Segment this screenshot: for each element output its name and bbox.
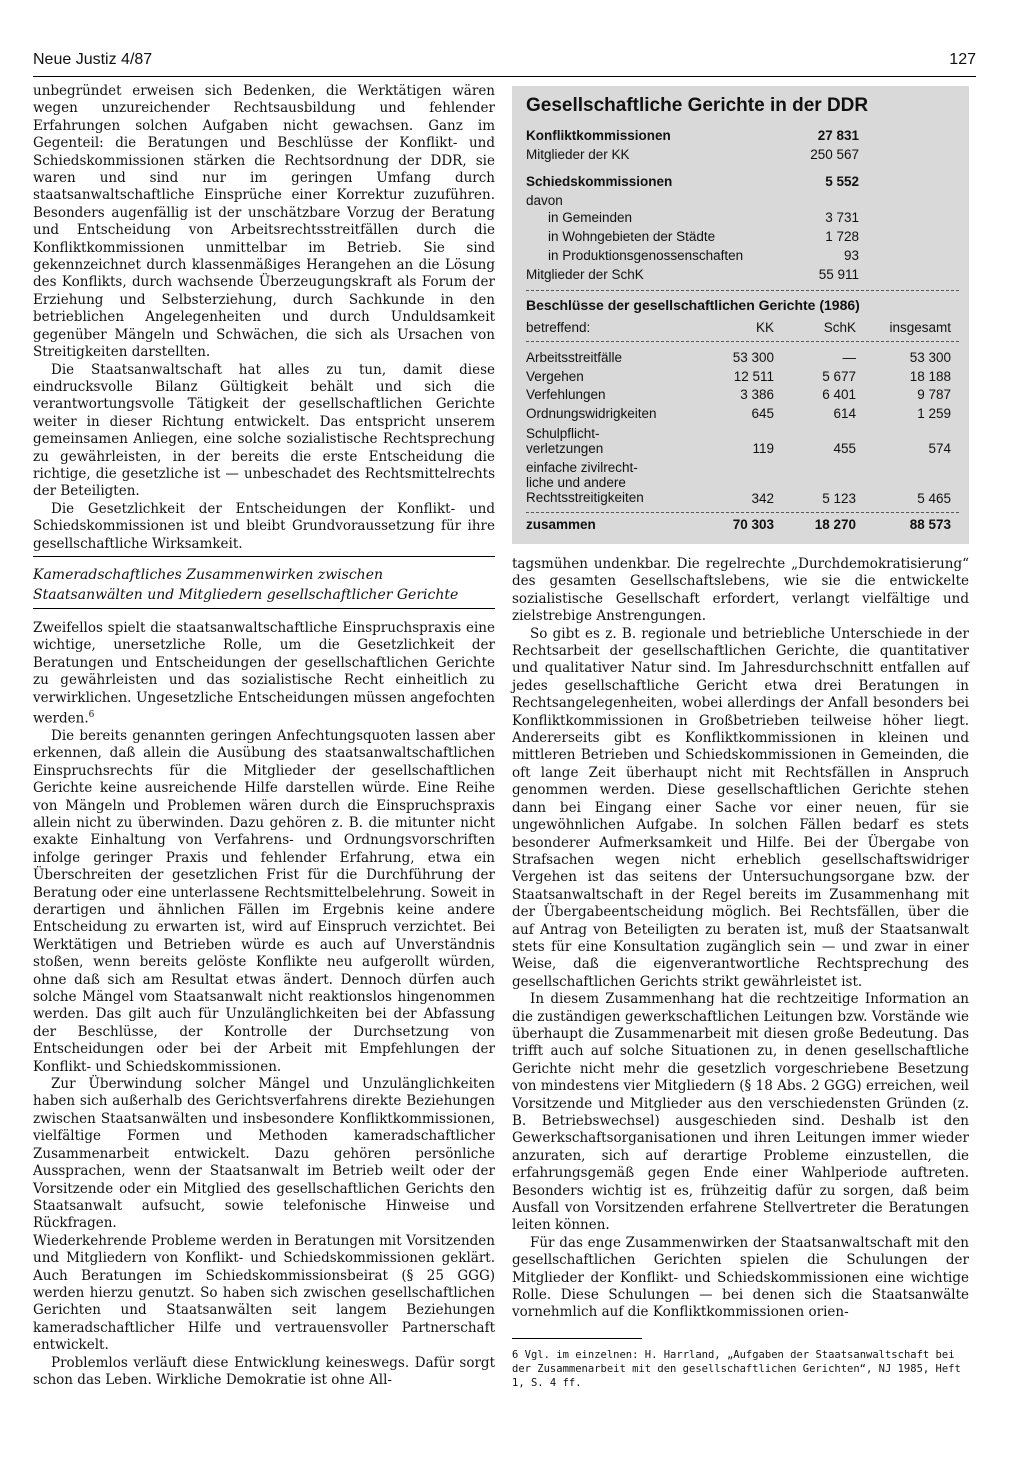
table-title: Gesellschaftliche Gerichte in der DDR [526,95,869,116]
column-header: SchK [823,320,856,335]
row-label: Ordnungswidrigkeiten [526,406,657,421]
kk-value: 3 386 [740,387,774,402]
paragraph [33,620,495,728]
table-divider [526,341,959,342]
row-label: Schulpflicht- verletzungen [526,426,604,456]
row-value: 27 831 [817,128,859,143]
row-label: in Produktionsgenossenschaften [548,248,744,263]
paragraph-text: Zweifellos spielt die staatsanwaltschaftliche Einspruchspraxis eine wichtige, unersetzliche Rolle, um die Gesetzlichkeit der Beratungen und Entscheidungen der gesellschaftlichen Gerichte zu gewährleisten und das sozialistische Recht einheitlich zu verwirklichen. Ungesetzliche Entscheidungen müssen angefochten werden. [33,620,495,727]
schk-value: 455 [833,441,856,456]
schk-value: 614 [833,406,856,421]
section-heading: Kameradschaftliches Zusammenwirken zwischen Staatsanwälten und Mitgliedern gesellschaftlicher Gerichte [33,567,459,603]
kk-value: 53 300 [732,350,774,365]
row-label: Verfehlungen [526,387,606,402]
column-header: betreffend: [526,320,591,335]
row-value: 93 [843,248,859,263]
row-value: 1 728 [825,229,859,244]
paragraph: Die bereits genannten geringen Anfechtungsquoten lassen aber erkennen, daß allein die Ausübung des staatsanwaltschaftlichen Einspruchsrechts für die Mitglieder der gesellschaftlichen Gerichte keine ausreichende Hilfe darstellen würde. Eine Reihe von Mängeln und Problemen wären durch die Einspruchspraxis allein nicht zu überwinden. Dazu gehören z. B. die mitunter nicht exakte Einhaltung von Verfahrens- und Ordnungsvorschriften infolge geringer Praxis und fehlender Erfahrung, etwa ein Überschreiten der gesetzlichen Frist für die Durchführung der Beratung oder eine unterlassene Rechtsmittelbelehrung. Soweit in derartigen und ähnlichen Fällen im Ergebnis keine andere Entscheidung zu erwarten ist, wird auf Einspruch verzichtet. Bei Werktätigen und Betrieben würde es auch auf Unverständnis stoßen, wenn bereits gelöste Konflikte neu aufgerollt würden, ohne daß sich am Resultat etwas ändert. Dennoch dürfen auch solche Mängel vom Staatsanwalt nicht reaktionslos hingenommen werden. Das gilt auch für Unzulänglichkeiten bei der Abfassung der Beschlüsse, der Kontrolle der Durchsetzung von Entscheidungen oder bei der Arbeit mit Empfehlungen der Konflikt- und Schiedskommissionen. [33,727,495,1075]
table-row [526,267,959,286]
row-label: Mitglieder der SchK [526,267,644,282]
decisions-title-text: Beschlüsse der gesellschaftlichen Gerichte (1986) [526,297,860,313]
row-value: 55 911 [818,267,859,282]
row-label: Konfliktkommissionen [526,128,671,143]
kk-value: 342 [751,491,774,506]
kk-value: 645 [751,406,774,421]
journal-title: Neue Justiz 4/87 [33,51,153,68]
table-row [526,229,959,248]
page-header [33,44,976,77]
row-label: einfache zivilrecht- liche und andere Rechtsstreitigkeiten [526,460,644,505]
schk-value: 6 401 [822,387,856,402]
footnote-number: 6 [512,1349,519,1361]
schk-value: — [842,350,856,365]
table-divider [526,512,959,513]
table-divider [526,290,959,291]
total-value: 1 259 [917,406,951,421]
table-row [526,248,959,267]
row-label: davon [526,193,563,208]
row-label: in Wohngebieten der Städte [548,229,716,244]
total-value: 574 [928,441,951,456]
total-value: 53 300 [909,350,951,365]
kk-value: 70 303 [732,517,774,532]
column-header: insgesamt [889,320,951,335]
paragraph: unbegründet erweisen sich Bedenken, die Werktätigen wären wegen unzureichender Rechtsausbildung und fehlender Erfahrungen solchen Aufgaben nicht gewachsen. Ganz im Gegenteil: die Beratungen und Beschlüsse der Konflikt- und Schiedskommissionen stärken die Rechtsordnung der DDR, sie waren und sind nur im geringen Umfang durch staatsanwaltschaftliche Einsprüche einer Korrektur zuzuführen. Besonders augenfällig ist der unschätzbare Vorzug der Beratung und Entscheidung von Arbeitsrechtsstreitfällen durch die Konfliktkommissionen unmittelbar im Betrieb. Sie sind gekennzeichnet durch klassenmäßiges Herangehen an die Lösung des Konflikts, durch wachsende Überzeugungskraft als Forum der Erziehung und Selbsterziehung, durch Sachkunde in den betrieblichen Angelegenheiten und durch Unduldsamkeit gegenüber Mängeln und Schwächen, die sich als Ursachen von Streitigkeiten darstellten. [33,83,495,361]
paragraph: Wiederkehrende Probleme werden in Beratungen mit Vorsitzenden und Mitgliedern von Konflikt- und Schiedskommissionen geklärt. Auch Beratungen im Schiedskommissionsbeirat (§ 25 GGG) werden hierzu genutzt. So haben sich zwischen gesellschaftlichen Gerichten und Staatsanwälten seit langem Beziehungen kameradschaftlicher Hilfe und vertrauensvoller Partnerschaft entwickelt. [33,1232,495,1354]
statistics-table [512,86,969,544]
table-row [526,147,959,166]
paragraph: Für das enge Zusammenwirken der Staatsanwaltschaft mit den gesellschaftlichen Gerichten spielen die Schulungen der Mitglieder der Konflikt- und Schiedskommissionen eine wichtige Rolle. Diese Schulungen — bei denen sich die Staatsanwälte vornehmlich auf die Konfliktkommissionen orien- [512,1234,969,1321]
kk-value: 119 [752,441,774,456]
table-row [526,128,959,147]
right-column [512,556,969,1322]
kk-value: 12 511 [733,369,774,384]
page-number: 127 [949,51,976,68]
row-value: 250 567 [810,147,859,162]
paragraph: In diesem Zusammenhang hat die rechtzeitige Information an die zuständigen gewerkschaftlichen Leitungen bzw. Vorstände wie überhaupt die Zusammenarbeit mit diesen große Bedeutung. Das trifft auch auf solche Situationen zu, in denen gesellschaftliche Gerichte nicht mehr die gesetzlich vorgeschriebene Besetzung von mindestens vier Mitgliedern (§ 18 Abs. 2 GGG) erreichen, weil Vorsitzende und Mitglieder aus den verschiedensten Gründen (z. B. Betriebswechsel) ausgeschieden sind. Deshalb ist den Gewerkschaftsorganisationen und ihren Leitungen immer wieder anzuraten, sich auf derartige Probleme einzustellen, die erfahrungsgemäß gegen Ende einer Wahlperiode auftreten. Besonders wichtig ist es, frühzeitig dafür zu sorgen, daß beim Ausfall von Vorsitzenden erfahrene Stellvertreter die Beratungen leiten können. [512,991,969,1234]
left-column-bottom [33,620,495,1389]
paragraph: Die Gesetzlichkeit der Entscheidungen der Konflikt- und Schiedskommissionen ist und bleibt Grundvoraussetzung für ihre gesellschaftliche Wirksamkeit. [33,500,495,552]
table-row [526,426,959,458]
row-label: Arbeitsstreitfälle [526,350,623,365]
row-label: zusammen [526,517,596,532]
row-label: Mitglieder der KK [526,147,630,162]
paragraph: Problemlos verläuft diese Entwicklung keineswegs. Dafür sorgt schon das Leben. Wirkliche Demokratie ist ohne All- [33,1354,495,1388]
column-header: KK [755,320,774,335]
row-value: 5 552 [825,174,859,189]
table-row [526,174,959,193]
total-value: 88 573 [909,517,951,532]
paragraph: Zur Überwindung solcher Mängel und Unzulänglichkeiten haben sich außerhalb des Gerichtsverfahrens direkte Beziehungen zwischen Staatsanwälten und insbesondere Konfliktkommissionen, vielfältige Formen und Methoden kameradschaftlicher Zusammenarbeit entwickelt. Dazu gehören persönliche Aussprachen, wenn der Staatsanwalt im Betrieb weilt oder der Vorsitzende oder ein Mitglied des gesellschaftlichen Gerichts den Staatsanwalt aufsucht, sowie telefonische Hinweise und Rückfragen. [33,1076,495,1232]
section-rule-top [33,556,495,557]
footnote-reference: 6 [88,710,95,721]
schk-value: 5 677 [822,369,856,384]
total-value: 18 188 [909,369,951,384]
paragraph: tagsmühen undenkbar. Die regelrechte „Durchdemokratisierung“ des gesamten Gesellschaftslebens, wie sie die entwickelte sozialistische Gesellschaft erfordert, verlangt vielfältige und zielstrebige Anstrengungen. [512,556,969,625]
row-value: 3 731 [825,210,859,225]
row-label: in Gemeinden [548,210,633,225]
total-value: 9 787 [917,387,951,402]
table-row [526,460,959,508]
footnote [512,1348,969,1390]
schk-value: 18 270 [814,517,856,532]
paragraph: Die Staatsanwaltschaft hat alles zu tun, damit diese eindrucksvolle Bilanz Gültigkeit behält und sich die verantwortungsvolle Tätigkeit der gesellschaftlichen Gerichte weiter in dieser Richtung entwickelt. Das entspricht unserem gemeinsamen Anliegen, eine solche sozialistische Rechtsprechung zu gewährleisten, in der bereits die erste Entscheidung die richtige, die gesetzliche ist — unbeschadet des Rechtsmittelrechts der Beteiligten. [33,361,495,500]
row-label: Vergehen [526,369,584,384]
footnote-text: Vgl. im einzelnen: H. Harrland, „Aufgaben der Staatsanwaltschaft bei der Zusammenarbeit mit den gesellschaftlichen Gerichten“, NJ 1985, Heft 1, S. 4 ff. [512,1349,961,1389]
row-label: Schiedskommissionen [526,174,673,189]
table-row [526,210,959,229]
section-rule-bottom [33,608,495,609]
total-value: 5 465 [917,491,951,506]
paragraph: So gibt es z. B. regionale und betriebliche Unterschiede in der Rechtsarbeit der gesellschaftlichen Gerichte, die quantitativer und qualitativer Natur sind. Im Jahresdurchschnitt entfallen auf jedes gesellschaftliche Gericht etwa drei Beratungen in Rechtsangelegenheiten, wobei allerdings der Anfall besonders bei Konfliktkommissionen in Großbetrieben teilweise höher liegt. Andererseits gibt es Konfliktkommissionen in kleinen und mittleren Betrieben und Schiedskommissionen in Gemeinden, die oft lange Zeit überhaupt nicht mit Rechtsfällen in Anspruch genommen werden. Diese gesellschaftlichen Gerichte stehen dann bei Eingang einer Sache vor einer neuen, für sie ungewöhnlichen Aufgabe. In solchen Fällen bedarf es stets besonderer Aufmerksamkeit und Hilfe. Bei der Übergabe von Strafsachen wegen nicht erheblich gesellschaftswidriger Vergehen ist das seitens der Untersuchungsorgane bzw. der Staatsanwaltschaft in der Regel bereits im Zusammenhang mit der Übergabeentscheidung möglich. Bei Rechtsfällen, über die auf Antrag von Beteiligten zu beraten ist, muß der Staatsanwalt stets für eine Konsultation zugänglich sein — und zwar in einer Weise, daß die eigenverantwortliche Rechtsprechung des gesellschaftlichen Gerichts strikt gewährleistet ist. [512,625,969,990]
schk-value: 5 123 [822,491,856,506]
left-column-top [33,83,495,553]
footnote-rule [512,1338,642,1339]
